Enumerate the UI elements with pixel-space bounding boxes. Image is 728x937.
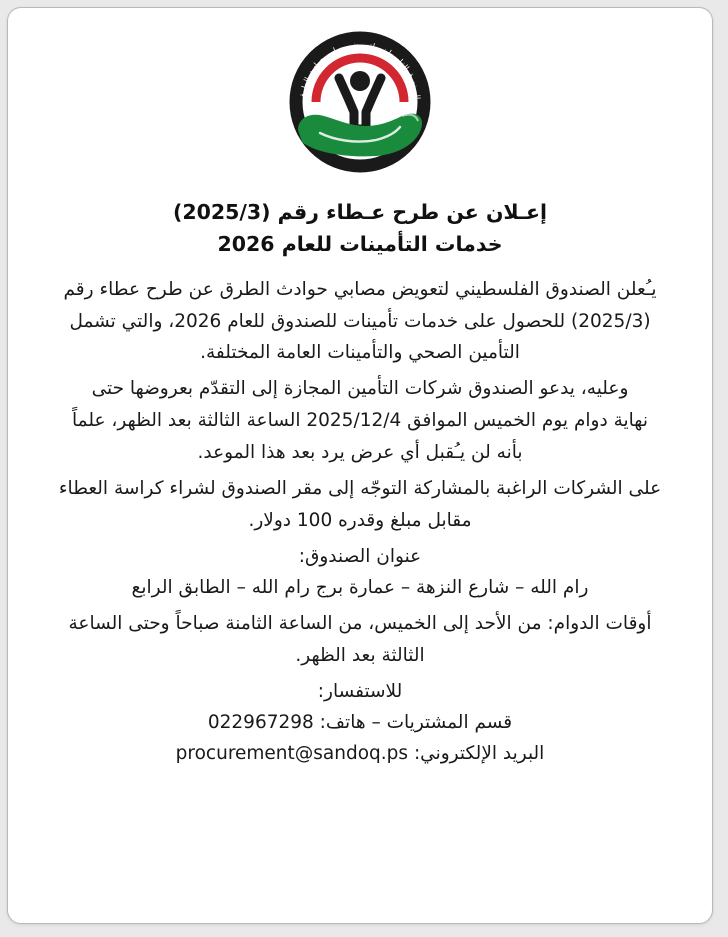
invitation-line-3: بأنه لن يـُقبل أي عرض يرد بعد هذا الموعد. [197,442,523,464]
title-line-1: إعـلان عن طرح عـطاء رقم (2025/3) [172,200,548,224]
intro-line-1: يـُعلن الصندوق الفلسطيني لتعويض مصابي حوادث الطرق عن طرح عطاء رقم [63,278,657,300]
email-label: البريد الإلكتروني: [413,743,545,765]
invitation-line-2: نهاية دوام يوم الخميس الموافق 2025/12/4 الساعة الثالثة بعد الظهر، علماً [72,410,648,432]
purchase-line-2: مقابل مبلغ وقدره 100 دولار. [248,510,472,532]
fund-logo-icon [284,26,436,178]
page-content [8,8,712,923]
working-hours-line-1: أوقات الدوام: من الأحد إلى الخميس، من الساعة الثامنة صباحاً وحتى الساعة [68,613,652,635]
announcement-page [7,7,713,924]
email-line [34,739,686,769]
procurement-phone-line: قسم المشتريات – هاتف: 022967298 [207,712,513,734]
logo-container [34,26,686,191]
purchase-line-1: على الشركات الراغبة بالمشاركة التوجّه إلى مقر الصندوق لشراء كراسة العطاء [58,478,662,500]
intro-line-2: (2025/3) للحصول على خدمات تأمينات للصندوق للعام 2026، والتي تشمل [69,310,651,332]
svg-text:الصندوق الفلسطيني لتعويض مصابي: الصندوق الفلسطيني لتعويض مصابي حوادث الطرق [297,39,423,100]
announcement-titles [34,197,686,261]
invitation-line-1: وعليه، يدعو الصندوق شركات التأمين المجازة إلى التقدّم بعروضها حتى [91,378,629,400]
title-line-2: خدمات التأمينات للعام 2026 [217,231,503,256]
announcement-body [34,275,686,770]
address-value: رام الله – شارع النزهة – عمارة برج رام الله – الطابق الرابع [131,577,589,599]
email-address: procurement@sandoq.ps [175,743,409,765]
intro-line-3: التأمين الصحي والتأمينات العامة المختلفة. [200,342,520,364]
working-hours-line-2: الثالثة بعد الظهر. [295,645,425,667]
inquiry-label: للاستفسار: [317,681,403,703]
address-label: عنوان الصندوق: [298,546,422,568]
